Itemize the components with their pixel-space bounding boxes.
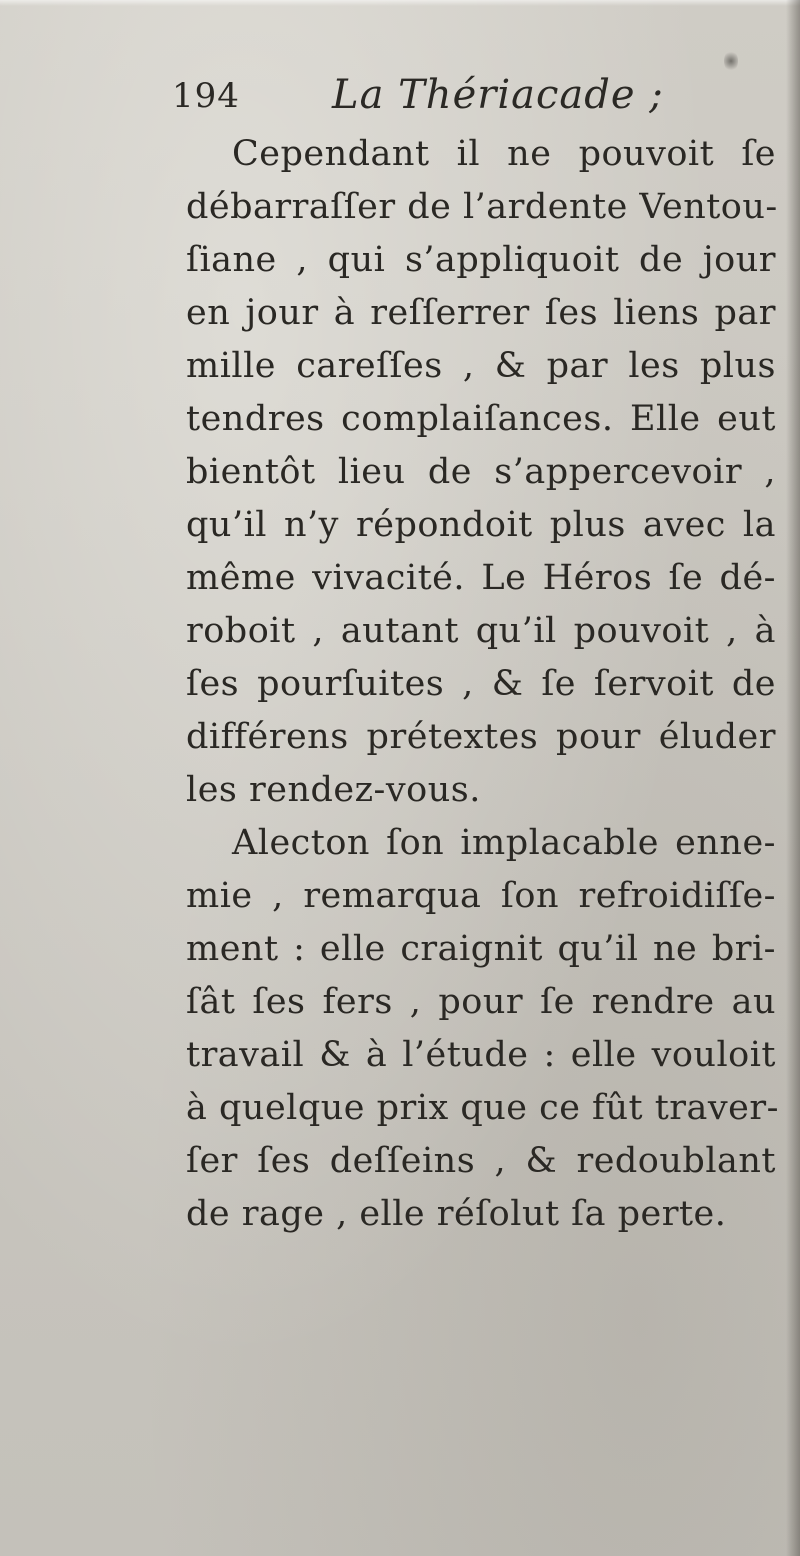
paragraph	[186, 817, 779, 1241]
text-line: à quelque prix que ce fût traver-	[186, 1088, 779, 1128]
body-text	[186, 128, 779, 1241]
text-line: ſât ſes fers , pour ſe rendre au	[186, 982, 776, 1022]
text-line: ſiane , qui s’appliquoit de jour	[186, 240, 776, 280]
text-line: les rendez-vous.	[186, 770, 481, 810]
text-line: ment : elle craignit qu’il ne bri-	[186, 929, 776, 969]
text-line: mille careſſes , & par les plus	[186, 346, 776, 386]
paragraph	[186, 128, 776, 817]
text-line: travail & à l’étude : elle vouloit	[186, 1035, 776, 1075]
page-number: 194	[172, 76, 240, 116]
text-line: qu’il n’y répondoit plus avec la	[186, 505, 776, 545]
text-line: roboit , autant qu’il pouvoit , à	[186, 611, 776, 651]
text-line: en jour à reſſerrer ſes liens par	[186, 293, 776, 333]
text-line: différens prétextes pour éluder	[186, 717, 776, 757]
text-line: Alecton ſon implacable enne-	[232, 823, 776, 863]
running-head	[172, 72, 732, 128]
text-line: ſer ſes deſſeins , & redoublant	[186, 1141, 776, 1181]
text-line: tendres complaiſances. Elle eut	[186, 399, 776, 439]
text-line: même vivacité. Le Héros ſe dé-	[186, 558, 776, 598]
text-line: Cependant il ne pouvoit ſe	[232, 134, 776, 174]
text-line: de rage , elle réſolut ſa perte.	[186, 1194, 727, 1234]
text-line: bientôt lieu de s’appercevoir ,	[186, 452, 776, 492]
ink-spot	[724, 50, 738, 72]
page-gutter-shadow	[786, 0, 800, 1556]
page-top-edge	[0, 0, 800, 6]
running-title: La Thériacade ;	[332, 72, 664, 118]
text-line: ſes pourſuites , & ſe ſervoit de	[186, 664, 776, 704]
text-line: débarraſſer de l’ardente Ventou-	[186, 187, 778, 227]
text-line: mie , remarqua ſon refroidiſſe-	[186, 876, 776, 916]
